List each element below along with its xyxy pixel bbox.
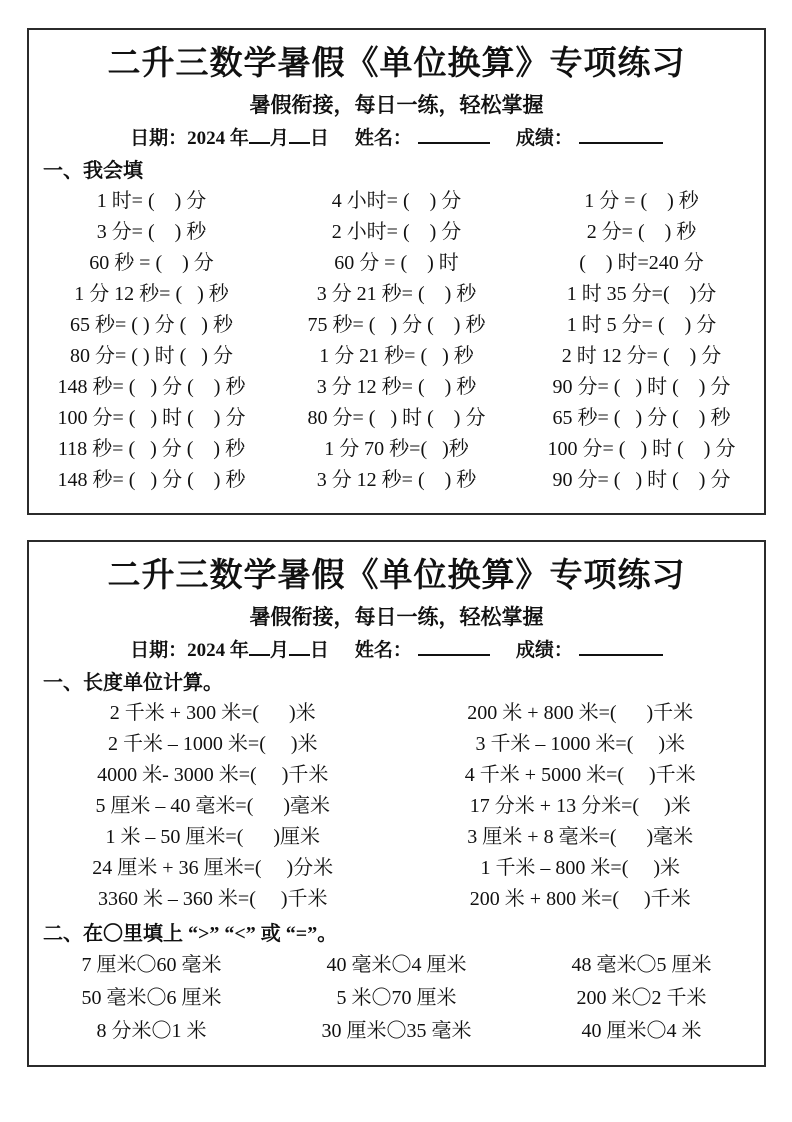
name-blank — [418, 639, 490, 656]
date-label: 日期：2024 年 — [130, 128, 249, 149]
exercise-item: 17 分米 + 13 分米=( )米 — [469, 795, 691, 817]
date-line — [29, 125, 764, 152]
exercise-item: 48 毫米〇5 厘米 — [571, 954, 712, 976]
section-heading-length: 一、长度单位计算。 — [43, 672, 223, 694]
exercise-item: 50 毫米〇6 厘米 — [81, 987, 222, 1009]
exercise-item: 65 秒= ( ) 分 ( ) 秒 — [552, 407, 731, 429]
exercise-item: 2 分= ( ) 秒 — [586, 221, 697, 243]
month-label: 月 — [269, 640, 289, 661]
exercise-item: 3 分 12 秒= ( ) 秒 — [316, 469, 477, 491]
exercise-item: 40 厘米〇4 米 — [581, 1020, 702, 1042]
compare-grid — [29, 949, 764, 1048]
exercise-item: 65 秒= ( ) 分 ( ) 秒 — [70, 314, 233, 336]
page-title: 二升三数学暑假《单位换算》专项练习 — [107, 46, 686, 82]
name-label: 姓名： — [354, 128, 412, 149]
exercise-item: 3 分= ( ) 秒 — [96, 221, 207, 243]
exercise-item: 3 千米 – 1000 米=( )米 — [475, 733, 686, 755]
exercise-item: 3360 米 – 360 米=( )千米 — [97, 888, 328, 910]
exercise-item: 200 米 + 800 米=( )千米 — [469, 888, 691, 910]
day-label: 日 — [309, 128, 329, 149]
exercise-item: 1 分 12 秒= ( ) 秒 — [74, 283, 229, 305]
page-subtitle: 暑假衔接，每日一练，轻松掌握 — [249, 93, 544, 117]
date-label: 日期：2024 年 — [130, 640, 249, 661]
exercise-item: 2 时 12 分= ( ) 分 — [561, 345, 722, 367]
exercise-item: 200 米〇2 千米 — [576, 987, 707, 1009]
fill-in-grid — [29, 186, 764, 496]
exercise-item: ( ) 时=240 分 — [579, 252, 704, 274]
month-blank — [249, 639, 270, 656]
exercise-item: 90 分= ( ) 时 ( ) 分 — [552, 376, 731, 398]
section-heading-compare: 二、在〇里填上 “>” “<” 或 “=”。 — [43, 923, 338, 945]
exercise-item: 7 厘米〇60 毫米 — [81, 954, 222, 976]
day-blank — [289, 639, 310, 656]
exercise-item: 4000 米- 3000 米=( )千米 — [97, 764, 329, 786]
exercise-item: 1 时 35 分=( )分 — [566, 283, 717, 305]
exercise-item: 1 时= ( ) 分 — [96, 190, 207, 212]
exercise-item: 75 秒= ( ) 分 ( ) 秒 — [307, 314, 486, 336]
exercise-item: 2 小时= ( ) 分 — [331, 221, 462, 243]
exercise-item: 100 分= ( ) 时 ( ) 分 — [57, 407, 246, 429]
score-label: 成绩： — [515, 640, 573, 661]
page-title: 二升三数学暑假《单位换算》专项练习 — [107, 558, 686, 594]
exercise-item: 3 分 21 秒= ( ) 秒 — [316, 283, 477, 305]
day-label: 日 — [309, 640, 329, 661]
exercise-item: 1 分 = ( ) 秒 — [584, 190, 699, 212]
exercise-item: 90 分= ( ) 时 ( ) 分 — [552, 469, 731, 491]
exercise-item: 1 米 – 50 厘米=( )厘米 — [105, 826, 321, 848]
exercise-item: 1 时 5 分= ( ) 分 — [566, 314, 717, 336]
exercise-item: 2 千米 + 300 米=( )米 — [109, 702, 316, 724]
exercise-item: 2 千米 – 1000 米=( )米 — [107, 733, 318, 755]
exercise-item: 100 分= ( ) 时 ( ) 分 — [547, 438, 736, 460]
exercise-item: 80 分= ( ) 时 ( ) 分 — [70, 345, 233, 367]
page-subtitle: 暑假衔接，每日一练，轻松掌握 — [249, 605, 544, 629]
score-label: 成绩： — [515, 128, 573, 149]
month-blank — [249, 127, 270, 144]
exercise-item: 8 分米〇1 米 — [96, 1020, 207, 1042]
exercise-item: 5 厘米 – 40 毫米=( )毫米 — [95, 795, 331, 817]
exercise-item: 40 毫米〇4 厘米 — [326, 954, 467, 976]
exercise-item: 4 小时= ( ) 分 — [331, 190, 462, 212]
exercise-item: 148 秒= ( ) 分 ( ) 秒 — [57, 469, 246, 491]
exercise-item: 1 分 21 秒= ( ) 秒 — [319, 345, 474, 367]
score-blank — [579, 639, 663, 656]
name-blank — [418, 127, 490, 144]
worksheet-page-1 — [27, 28, 766, 515]
name-label: 姓名： — [354, 640, 412, 661]
month-label: 月 — [269, 128, 289, 149]
exercise-item: 4 千米 + 5000 米=( )千米 — [464, 764, 696, 786]
length-calc-grid — [29, 698, 764, 915]
exercise-item: 30 厘米〇35 毫米 — [321, 1020, 472, 1042]
exercise-item: 3 厘米 + 8 毫米=( )毫米 — [467, 826, 694, 848]
exercise-item: 60 分 = ( ) 时 — [334, 252, 459, 274]
day-blank — [289, 127, 310, 144]
exercise-item: 5 米〇70 厘米 — [336, 987, 457, 1009]
exercise-item: 80 分= ( ) 时 ( ) 分 — [307, 407, 486, 429]
exercise-item: 200 米 + 800 米=( )千米 — [467, 702, 694, 724]
date-line — [29, 637, 764, 664]
exercise-item: 60 秒 = ( ) 分 — [89, 252, 214, 274]
exercise-item: 1 分 70 秒=( )秒 — [324, 438, 469, 460]
exercise-item: 1 千米 – 800 米=( )米 — [480, 857, 681, 879]
exercise-item: 118 秒= ( ) 分 ( ) 秒 — [57, 438, 246, 460]
exercise-item: 24 厘米 + 36 厘米=( )分米 — [92, 857, 334, 879]
section-heading-fill: 一、我会填 — [43, 160, 143, 182]
score-blank — [579, 127, 663, 144]
worksheet-page-2 — [27, 540, 766, 1067]
exercise-item: 3 分 12 秒= ( ) 秒 — [316, 376, 477, 398]
exercise-item: 148 秒= ( ) 分 ( ) 秒 — [57, 376, 246, 398]
